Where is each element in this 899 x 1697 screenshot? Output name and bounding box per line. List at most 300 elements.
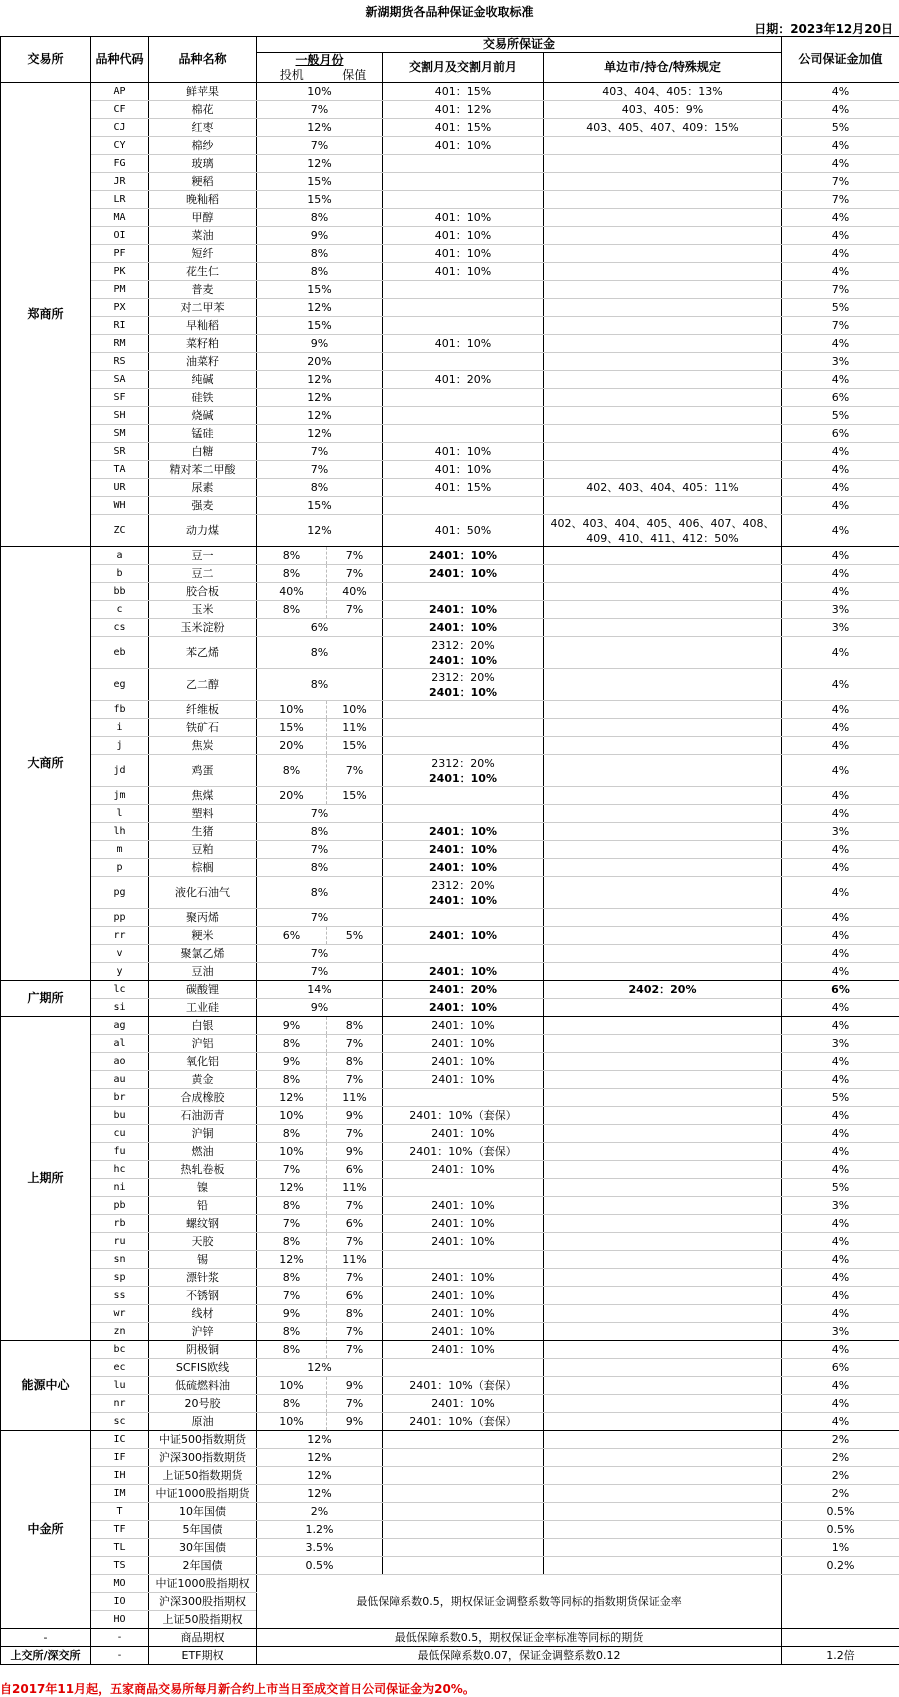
delivery-margin: 401：15% (383, 83, 544, 101)
special-rule (544, 371, 782, 389)
product-code: nr (91, 1395, 149, 1413)
product-code: HO (91, 1611, 149, 1629)
special-rule (544, 927, 782, 945)
general-margin: 8% (257, 479, 383, 497)
table-row (1, 155, 899, 173)
delivery-margin: 2401：10% (383, 1161, 544, 1179)
special-rule (544, 1053, 782, 1071)
delivery-margin: 2401：10% (383, 927, 544, 945)
delivery-margin: 2401：10% (383, 1395, 544, 1413)
delivery-margin (383, 1089, 544, 1107)
hedge-margin: 15% (327, 787, 383, 805)
company-margin: 6% (782, 981, 899, 999)
commodity-options-note: 最低保障系数0.5，期权保证金率标准等同标的期货 (257, 1629, 782, 1647)
product-name: 普麦 (149, 281, 257, 299)
table-row (1, 245, 899, 263)
delivery-margin (383, 1521, 544, 1539)
spec-margin: 8% (257, 755, 327, 787)
company-margin: 4% (782, 1413, 899, 1431)
margin-table (0, 36, 899, 1665)
delivery-line-1: 2312：20% (431, 670, 495, 684)
spec-margin: 20% (257, 787, 327, 805)
company-margin: 2% (782, 1431, 899, 1449)
delivery-margin: 401：20% (383, 371, 544, 389)
table-row (1, 1431, 899, 1449)
general-margin: 6% (257, 619, 383, 637)
product-code: SM (91, 425, 149, 443)
company-margin: 1.2倍 (782, 1647, 899, 1665)
product-name: 工业硅 (149, 999, 257, 1017)
company-margin: 4% (782, 1161, 899, 1179)
company-margin: 3% (782, 1035, 899, 1053)
special-rule (544, 601, 782, 619)
product-code: IC (91, 1431, 149, 1449)
special-rule (544, 191, 782, 209)
product-code: pb (91, 1197, 149, 1215)
company-margin: 3% (782, 823, 899, 841)
company-margin: 2% (782, 1449, 899, 1467)
special-rule (544, 637, 782, 669)
special-rule (544, 1017, 782, 1035)
product-name: 低硫燃料油 (149, 1377, 257, 1395)
special-rule (544, 1431, 782, 1449)
delivery-margin (383, 787, 544, 805)
delivery-margin (383, 353, 544, 371)
special-rule (544, 155, 782, 173)
table-row (1, 669, 899, 701)
product-code: bb (91, 583, 149, 601)
spec-margin: 8% (257, 1071, 327, 1089)
product-code: eg (91, 669, 149, 701)
general-margin: 2% (257, 1503, 383, 1521)
product-name: 玻璃 (149, 155, 257, 173)
product-code: FG (91, 155, 149, 173)
delivery-margin: 2401：10%（套保） (383, 1107, 544, 1125)
hedge-margin: 7% (327, 1071, 383, 1089)
delivery-margin: 2401：10% (383, 1233, 544, 1251)
delivery-margin: 2401：10% (383, 823, 544, 841)
special-rule (544, 945, 782, 963)
product-code: br (91, 1089, 149, 1107)
spec-margin: 8% (257, 1269, 327, 1287)
company-margin: 4% (782, 1269, 899, 1287)
special-rule (544, 565, 782, 583)
company-margin: 5% (782, 299, 899, 317)
special-rule (544, 1467, 782, 1485)
table-row (1, 515, 899, 547)
spec-margin: 12% (257, 1089, 327, 1107)
table-row (1, 1485, 899, 1503)
hedge-margin: 9% (327, 1413, 383, 1431)
table-body (1, 83, 899, 1665)
header-hedge: 保值 (327, 68, 383, 83)
product-name: 动力煤 (149, 515, 257, 547)
delivery-line-1: 2312：20% (431, 878, 495, 892)
delivery-margin: 401：10% (383, 209, 544, 227)
product-name: 烧碱 (149, 407, 257, 425)
delivery-margin (383, 719, 544, 737)
general-margin: 7% (257, 963, 383, 981)
product-name: 沪深300指数期货 (149, 1449, 257, 1467)
special-rule (544, 1449, 782, 1467)
company-margin: 2% (782, 1467, 899, 1485)
product-name: 原油 (149, 1413, 257, 1431)
delivery-margin: 401：15% (383, 479, 544, 497)
exchange-cell: 大商所 (1, 547, 91, 981)
product-code: IF (91, 1449, 149, 1467)
hedge-margin: 6% (327, 1215, 383, 1233)
product-code: j (91, 737, 149, 755)
table-row (1, 755, 899, 787)
table-row (1, 119, 899, 137)
hedge-margin: 7% (327, 1341, 383, 1359)
product-code: SR (91, 443, 149, 461)
delivery-margin (383, 909, 544, 927)
general-margin: 12% (257, 1359, 383, 1377)
company-margin: 4% (782, 1377, 899, 1395)
general-margin: 15% (257, 173, 383, 191)
company-margin: 7% (782, 173, 899, 191)
company-margin: 4% (782, 83, 899, 101)
special-rule (544, 1161, 782, 1179)
spec-margin: 8% (257, 601, 327, 619)
special-rule (544, 1359, 782, 1377)
company-margin: 5% (782, 1089, 899, 1107)
product-name: 热轧卷板 (149, 1161, 257, 1179)
product-code: PX (91, 299, 149, 317)
delivery-margin (383, 583, 544, 601)
company-margin: 4% (782, 669, 899, 701)
delivery-margin (383, 497, 544, 515)
special-rule (544, 1125, 782, 1143)
delivery-margin: 401：50% (383, 515, 544, 547)
general-margin: 12% (257, 389, 383, 407)
product-name: 漂针浆 (149, 1269, 257, 1287)
hedge-margin: 6% (327, 1161, 383, 1179)
header-company: 公司保证金加值 (782, 37, 899, 83)
etf-options-note: 最低保障系数0.07，保证金调整系数0.12 (257, 1647, 782, 1665)
delivery-margin: 2401：10% (383, 1125, 544, 1143)
delivery-line-2: 2401：10% (429, 771, 497, 785)
general-margin: 12% (257, 407, 383, 425)
product-name: 阴极铜 (149, 1341, 257, 1359)
delivery-margin: 2401：10% (383, 1341, 544, 1359)
company-margin: 4% (782, 1017, 899, 1035)
product-name: 玉米淀粉 (149, 619, 257, 637)
product-code: ZC (91, 515, 149, 547)
table-row (1, 999, 899, 1017)
general-margin: 8% (257, 877, 383, 909)
general-margin: 9% (257, 227, 383, 245)
delivery-margin: 401：10% (383, 443, 544, 461)
product-code: hc (91, 1161, 149, 1179)
special-rule (544, 443, 782, 461)
table-row (1, 497, 899, 515)
product-name: 燃油 (149, 1143, 257, 1161)
delivery-margin: 401：10% (383, 263, 544, 281)
special-rule (544, 497, 782, 515)
company-margin: 4% (782, 565, 899, 583)
delivery-margin (383, 1485, 544, 1503)
product-name: 纯碱 (149, 371, 257, 389)
special-rule (544, 353, 782, 371)
special-rule (544, 461, 782, 479)
product-name: 苯乙烯 (149, 637, 257, 669)
delivery-margin (383, 1503, 544, 1521)
options-note: 最低保障系数0.5，期权保证金调整系数等同标的指数期货保证金率 (257, 1575, 782, 1629)
header-single: 单边市/持仓/特殊规定 (544, 53, 782, 83)
special-rule (544, 173, 782, 191)
product-code: i (91, 719, 149, 737)
product-name: 碳酸锂 (149, 981, 257, 999)
table-row (1, 909, 899, 927)
special-rule (544, 1485, 782, 1503)
spec-margin: 7% (257, 1287, 327, 1305)
table-row (1, 1305, 899, 1323)
special-rule (544, 1107, 782, 1125)
company-margin: 4% (782, 805, 899, 823)
header-margin-group: 交易所保证金 (257, 37, 782, 53)
special-rule (544, 1233, 782, 1251)
product-code: SF (91, 389, 149, 407)
general-margin: 20% (257, 353, 383, 371)
special-rule (544, 1251, 782, 1269)
special-rule (544, 299, 782, 317)
product-name: 20号胶 (149, 1395, 257, 1413)
general-margin: 15% (257, 497, 383, 515)
table-row (1, 1017, 899, 1035)
spec-margin: 7% (257, 1215, 327, 1233)
table-row (1, 823, 899, 841)
product-code: CY (91, 137, 149, 155)
exchange-cell: 郑商所 (1, 83, 91, 547)
table-row (1, 877, 899, 909)
table-row (1, 1323, 899, 1341)
product-code: ni (91, 1179, 149, 1197)
product-name: 晚籼稻 (149, 191, 257, 209)
product-name: 氧化铝 (149, 1053, 257, 1071)
product-code: m (91, 841, 149, 859)
table-row (1, 1395, 899, 1413)
general-margin: 8% (257, 859, 383, 877)
delivery-line-1: 2312：20% (431, 756, 495, 770)
delivery-margin: 2401：10% (383, 1323, 544, 1341)
delivery-margin: 401：12% (383, 101, 544, 119)
table-row (1, 1143, 899, 1161)
product-name: 上证50指数期货 (149, 1467, 257, 1485)
spec-margin: 9% (257, 1305, 327, 1323)
hedge-margin: 7% (327, 601, 383, 619)
product-name: 5年国债 (149, 1521, 257, 1539)
product-name: 沪铝 (149, 1035, 257, 1053)
special-rule (544, 1215, 782, 1233)
company-margin: 4% (782, 1053, 899, 1071)
special-rule (544, 137, 782, 155)
company-margin: 4% (782, 927, 899, 945)
special-rule (544, 407, 782, 425)
product-name: 粳稻 (149, 173, 257, 191)
company-margin: 0.5% (782, 1521, 899, 1539)
delivery-margin: 2401：10%（套保） (383, 1413, 544, 1431)
table-row (1, 317, 899, 335)
general-margin: 7% (257, 805, 383, 823)
company-margin: 6% (782, 425, 899, 443)
product-name: 硅铁 (149, 389, 257, 407)
product-name: 焦炭 (149, 737, 257, 755)
hedge-margin: 11% (327, 719, 383, 737)
delivery-margin (383, 737, 544, 755)
table-row (1, 565, 899, 583)
special-rule (544, 209, 782, 227)
product-code: ao (91, 1053, 149, 1071)
product-code: SH (91, 407, 149, 425)
special-rule (544, 1395, 782, 1413)
special-rule (544, 425, 782, 443)
exchange-cell: - (1, 1629, 91, 1647)
company-margin: 5% (782, 1179, 899, 1197)
table-row (1, 407, 899, 425)
delivery-margin: 2401：10% (383, 547, 544, 565)
general-margin: 9% (257, 335, 383, 353)
special-rule (544, 227, 782, 245)
report-date: 日期：2023年12月20日 (754, 22, 893, 36)
delivery-margin (383, 669, 544, 701)
product-name: 对二甲苯 (149, 299, 257, 317)
general-margin: 15% (257, 281, 383, 299)
special-rule (544, 1143, 782, 1161)
general-margin: 7% (257, 443, 383, 461)
general-margin: 8% (257, 245, 383, 263)
company-margin: 4% (782, 1395, 899, 1413)
table-row (1, 1539, 899, 1557)
company-margin: 4% (782, 1125, 899, 1143)
product-code: p (91, 859, 149, 877)
product-name: 早籼稻 (149, 317, 257, 335)
product-name: 2年国债 (149, 1557, 257, 1575)
table-row (1, 601, 899, 619)
delivery-margin: 2401：10% (383, 1269, 544, 1287)
special-rule: 2402：20% (544, 981, 782, 999)
general-margin: 12% (257, 1467, 383, 1485)
general-margin: 8% (257, 209, 383, 227)
delivery-margin (383, 1449, 544, 1467)
special-rule (544, 281, 782, 299)
product-name: 聚丙烯 (149, 909, 257, 927)
table-row (1, 547, 899, 565)
table-row (1, 1161, 899, 1179)
company-margin: 4% (782, 245, 899, 263)
hedge-margin: 7% (327, 565, 383, 583)
delivery-margin (383, 877, 544, 909)
product-name: 10年国债 (149, 1503, 257, 1521)
delivery-margin: 2401：10% (383, 1053, 544, 1071)
delivery-margin: 2401：10% (383, 1071, 544, 1089)
hedge-margin: 7% (327, 1269, 383, 1287)
product-code: lc (91, 981, 149, 999)
product-name: 菜籽粕 (149, 335, 257, 353)
product-code: ru (91, 1233, 149, 1251)
product-name: 豆粕 (149, 841, 257, 859)
delivery-line-2: 2401：10% (429, 893, 497, 907)
product-code: l (91, 805, 149, 823)
special-rule (544, 1323, 782, 1341)
general-margin: 12% (257, 371, 383, 389)
product-name: 螺纹钢 (149, 1215, 257, 1233)
product-code: lu (91, 1377, 149, 1395)
company-margin: 4% (782, 1215, 899, 1233)
exchange-cell: 广期所 (1, 981, 91, 1017)
product-code: ag (91, 1017, 149, 1035)
table-row (1, 1287, 899, 1305)
product-name: 油菜籽 (149, 353, 257, 371)
product-name: 强麦 (149, 497, 257, 515)
product-code: RS (91, 353, 149, 371)
company-margin: 4% (782, 1251, 899, 1269)
delivery-margin (383, 317, 544, 335)
general-margin: 7% (257, 945, 383, 963)
product-code: OI (91, 227, 149, 245)
hedge-margin: 11% (327, 1251, 383, 1269)
company-margin: 3% (782, 353, 899, 371)
product-name: 沪锌 (149, 1323, 257, 1341)
product-code: sp (91, 1269, 149, 1287)
company-margin: 3% (782, 619, 899, 637)
product-name: 胶合板 (149, 583, 257, 601)
special-rule (544, 1341, 782, 1359)
product-name: 玉米 (149, 601, 257, 619)
table-row (1, 443, 899, 461)
general-margin: 8% (257, 669, 383, 701)
table-row (1, 701, 899, 719)
general-margin: 7% (257, 101, 383, 119)
product-code: lh (91, 823, 149, 841)
spec-margin: 10% (257, 1107, 327, 1125)
spec-margin: 7% (257, 1161, 327, 1179)
product-name: 红枣 (149, 119, 257, 137)
delivery-margin: 401：10% (383, 245, 544, 263)
general-margin: 9% (257, 999, 383, 1017)
product-code: rb (91, 1215, 149, 1233)
product-name: 合成橡胶 (149, 1089, 257, 1107)
hedge-margin: 11% (327, 1089, 383, 1107)
product-code: ss (91, 1287, 149, 1305)
product-name: 豆油 (149, 963, 257, 981)
general-margin: 7% (257, 137, 383, 155)
table-row (1, 299, 899, 317)
table-row (1, 1647, 899, 1665)
hedge-margin: 7% (327, 1125, 383, 1143)
table-row (1, 389, 899, 407)
table-row (1, 353, 899, 371)
company-margin: 3% (782, 1323, 899, 1341)
header-spec: 投机 (257, 68, 327, 83)
special-rule (544, 719, 782, 737)
table-row (1, 371, 899, 389)
company-margin: 3% (782, 601, 899, 619)
product-code: TL (91, 1539, 149, 1557)
delivery-margin: 2401：10% (383, 1197, 544, 1215)
product-code: v (91, 945, 149, 963)
product-name: 上证50股指期权 (149, 1611, 257, 1629)
special-rule (544, 619, 782, 637)
exchange-cell: 上期所 (1, 1017, 91, 1341)
product-name: ETF期权 (149, 1647, 257, 1665)
product-name: 精对苯二甲酸 (149, 461, 257, 479)
product-name: 线材 (149, 1305, 257, 1323)
product-code: zn (91, 1323, 149, 1341)
special-rule (544, 335, 782, 353)
product-name: 短纤 (149, 245, 257, 263)
